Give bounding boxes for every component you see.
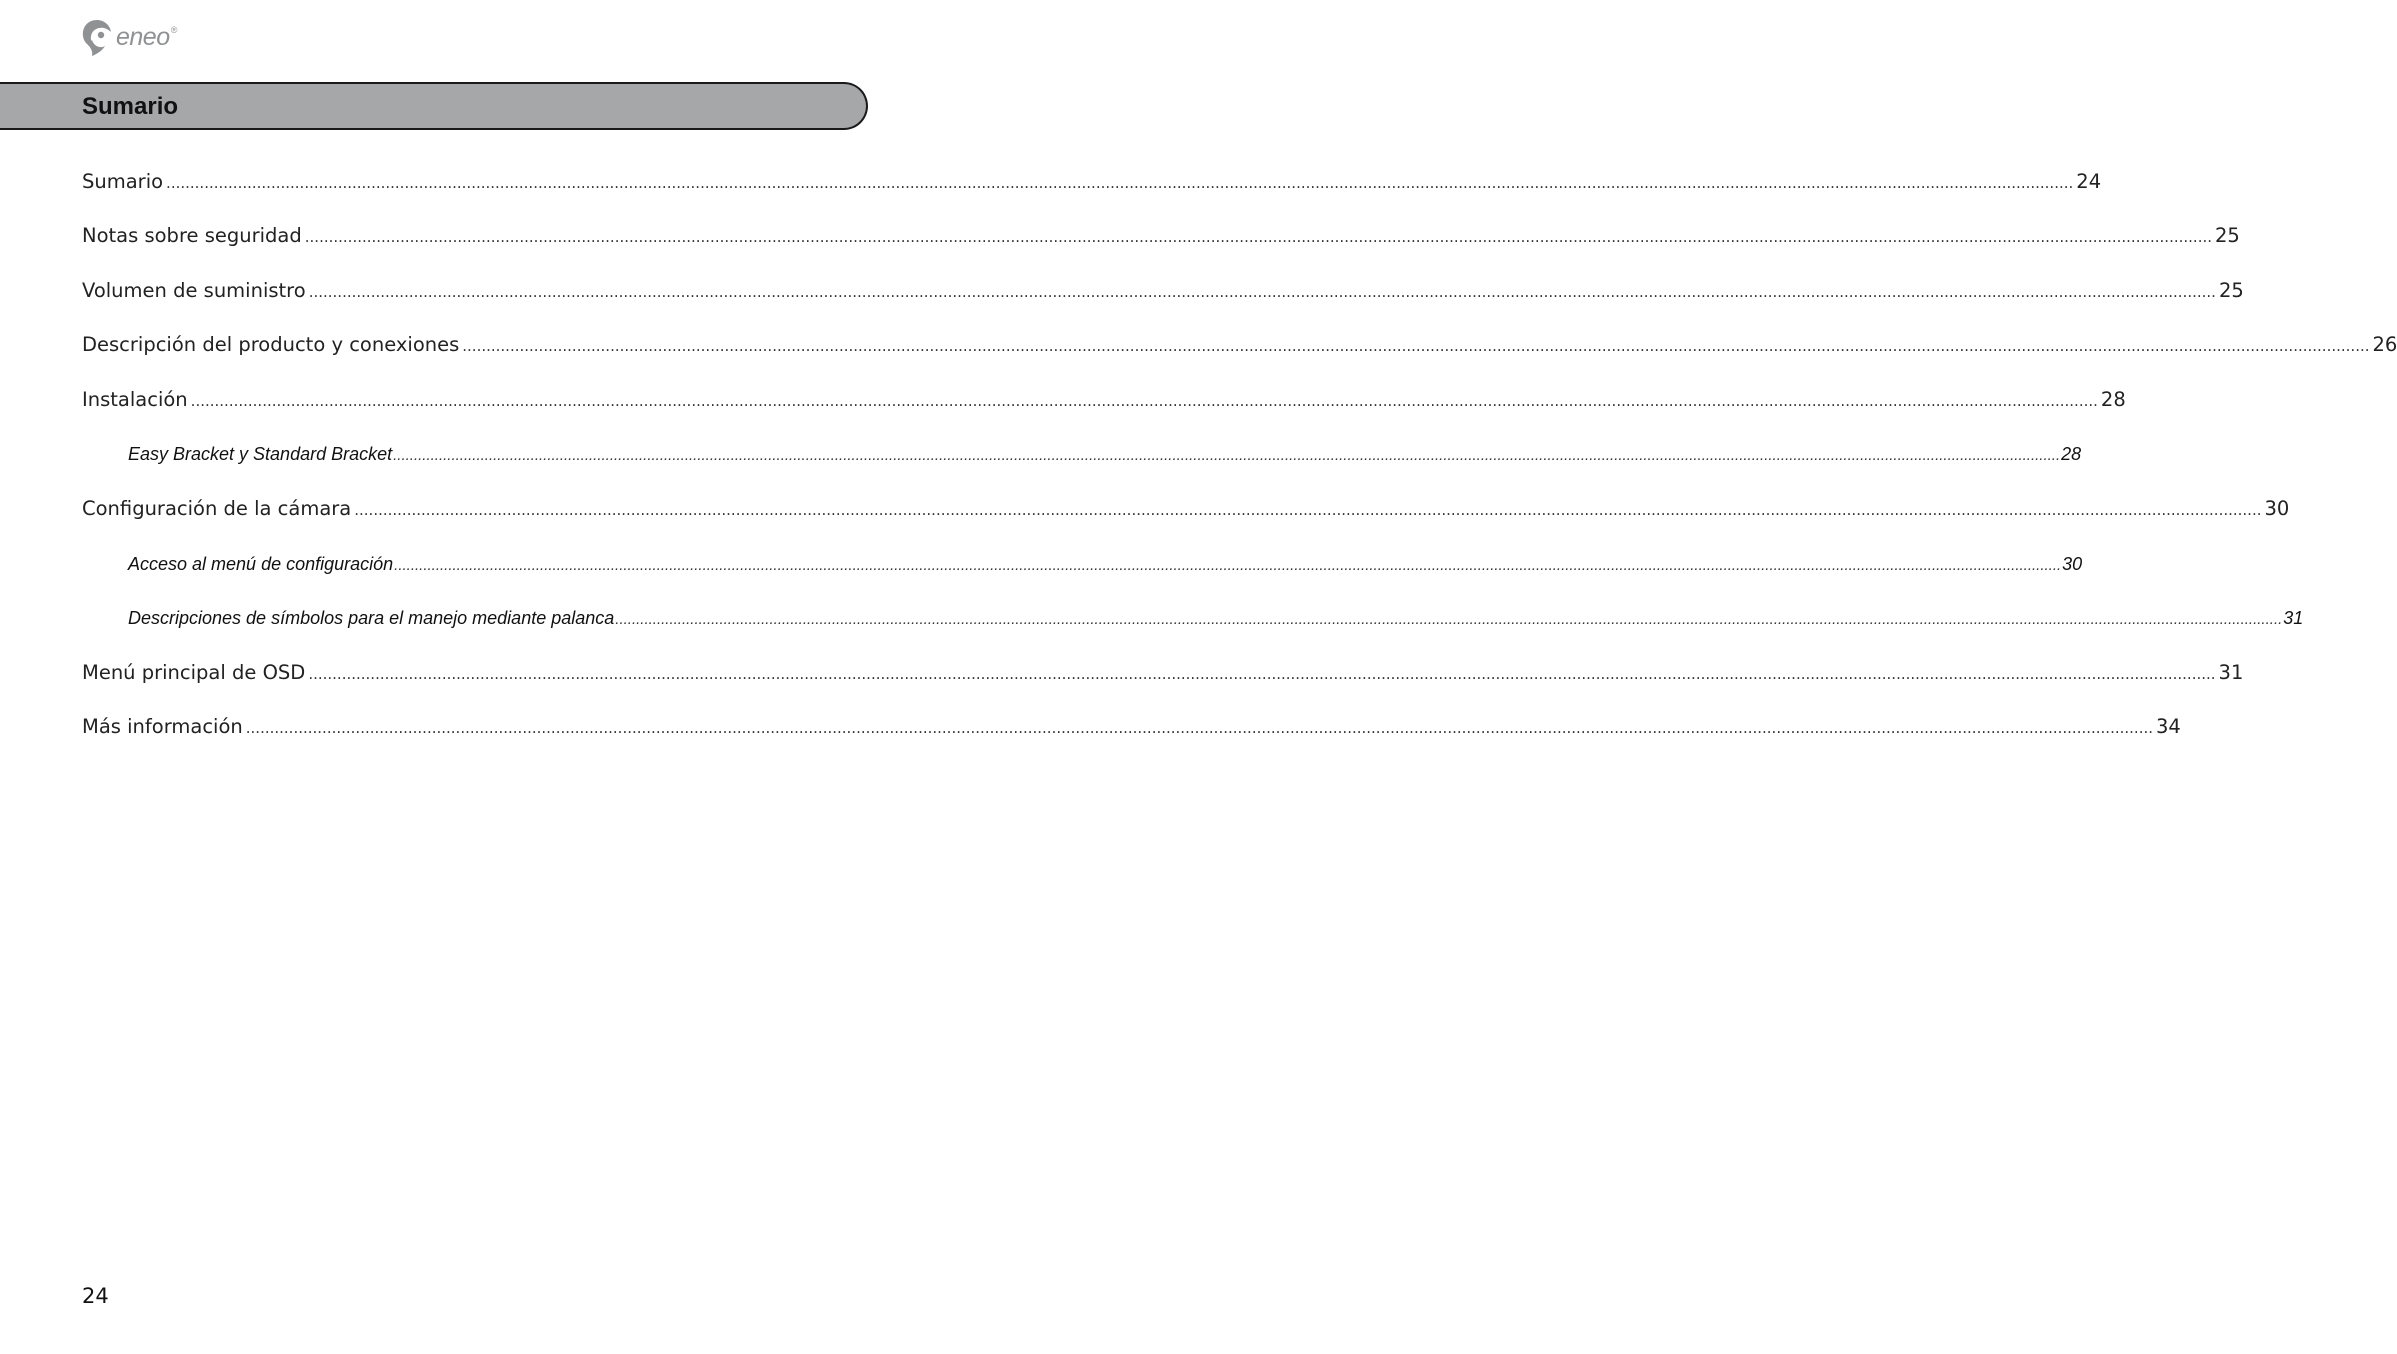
- toc-entry-label: Descripción del producto y conexiones: [82, 333, 460, 356]
- toc-entry[interactable]: [82, 497, 2290, 520]
- toc-entry[interactable]: [82, 715, 2181, 738]
- toc-entry[interactable]: [82, 388, 2126, 411]
- toc-dot-leader: ................................................................................................................................................................................................................................................................................................................................................................................................................: [615, 611, 2283, 628]
- toc-dot-leader: ................................................................................................................................................................................................................................................................................................................................................................................................................: [308, 283, 2216, 301]
- toc-dot-leader: ................................................................................................................................................................................................................................................................................................................................................................................................................: [304, 228, 2212, 246]
- toc-entry-page: 34: [2156, 715, 2181, 738]
- toc-entry[interactable]: [82, 279, 2244, 302]
- toc-entry-page: 28: [2061, 444, 2082, 464]
- toc-dot-leader: ................................................................................................................................................................................................................................................................................................................................................................................................................: [462, 337, 2370, 355]
- toc-entry-label: Easy Bracket y Standard Bracket: [128, 444, 393, 464]
- toc-dot-leader: ................................................................................................................................................................................................................................................................................................................................................................................................................: [308, 665, 2216, 683]
- toc-entry-label: Menú principal de OSD: [82, 661, 306, 684]
- toc-entry-label: Sumario: [82, 170, 164, 193]
- toc-entry[interactable]: [82, 224, 2240, 247]
- toc-entry-label: Descripciones de símbolos para el manejo mediante palanca: [128, 608, 615, 628]
- toc-dot-leader: ................................................................................................................................................................................................................................................................................................................................................................................................................: [393, 447, 2061, 464]
- toc-dot-leader: ................................................................................................................................................................................................................................................................................................................................................................................................................: [354, 501, 2262, 519]
- section-title: Sumario: [82, 93, 179, 120]
- toc-entry-label: Notas sobre seguridad: [82, 224, 302, 247]
- toc-entry-label: Acceso al menú de configuración: [128, 554, 394, 574]
- toc-entry-page: 30: [2264, 497, 2290, 520]
- toc-entry-page: 26: [2372, 333, 2397, 356]
- toc-dot-leader: ................................................................................................................................................................................................................................................................................................................................................................................................................: [166, 174, 2074, 192]
- toc-entry-label: Configuración de la cámara: [82, 497, 352, 520]
- toc-entry-page: 25: [2218, 279, 2244, 302]
- toc-entry-label: Más información: [82, 715, 243, 738]
- toc-entry[interactable]: [82, 444, 2082, 465]
- logo-wordmark: eneo®: [116, 22, 177, 51]
- toc-entry-page: 25: [2215, 224, 2240, 247]
- toc-dot-leader: ................................................................................................................................................................................................................................................................................................................................................................................................................: [394, 557, 2062, 574]
- toc-entry[interactable]: [82, 661, 2244, 684]
- toc-entry-page: 30: [2062, 554, 2083, 574]
- eneo-swirl-icon: [80, 18, 114, 58]
- toc-entry-label: Volumen de suministro: [82, 279, 306, 302]
- toc-entry-page: 28: [2100, 388, 2126, 411]
- toc-entry[interactable]: [82, 170, 2102, 193]
- eneo-logo: [80, 18, 177, 58]
- toc-entry[interactable]: [82, 608, 2304, 629]
- toc-entry-page: 24: [2076, 170, 2102, 193]
- toc-entry[interactable]: [82, 333, 2397, 356]
- toc-dot-leader: ................................................................................................................................................................................................................................................................................................................................................................................................................: [190, 392, 2098, 410]
- toc-dot-leader: ................................................................................................................................................................................................................................................................................................................................................................................................................: [245, 719, 2153, 737]
- toc-entry-label: Instalación: [82, 388, 188, 411]
- toc-entry[interactable]: [82, 554, 2083, 575]
- toc-entry-page: 31: [2283, 608, 2304, 628]
- page-number: 24: [82, 1284, 109, 1308]
- toc-entry-page: 31: [2218, 661, 2244, 684]
